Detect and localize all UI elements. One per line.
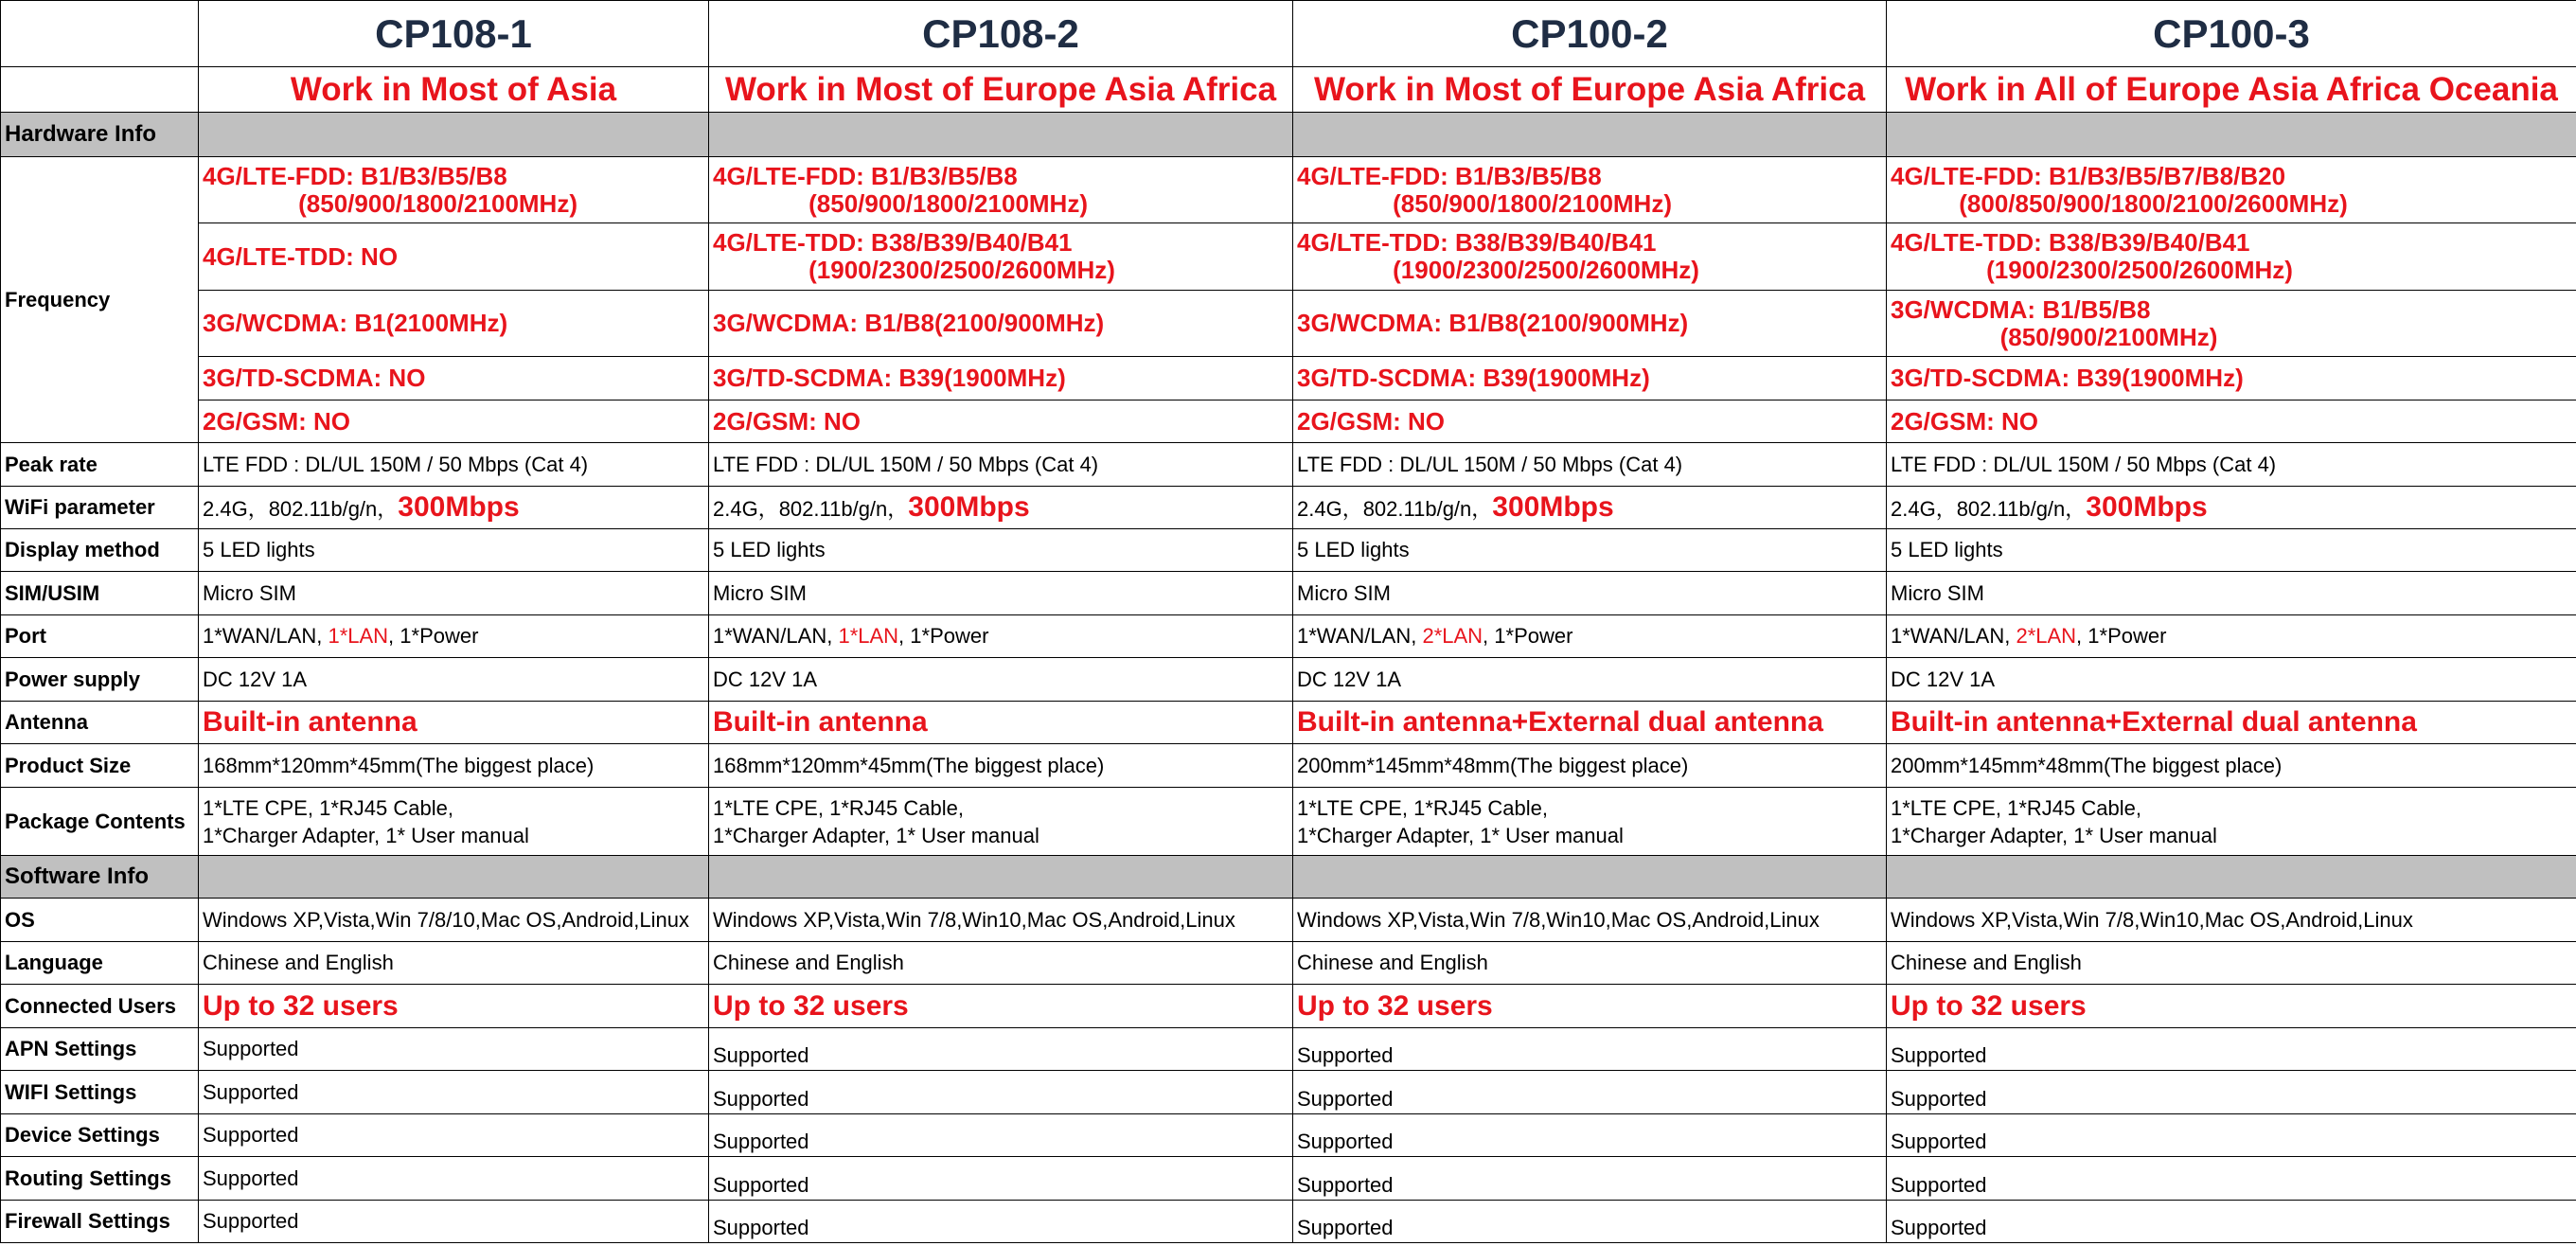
model-name: CP100-2 — [1293, 1, 1887, 67]
power-row — [1, 658, 2576, 702]
corner-cell — [1, 67, 199, 113]
wcdma-value: 3G/WCDMA: B1/B5/B8 (850/900/2100MHz) — [1887, 291, 2576, 357]
model-row — [1, 1, 2576, 67]
display-value: 5 LED lights — [1293, 529, 1887, 572]
users-value: Up to 32 users — [1887, 985, 2576, 1028]
port-lan: 2*LAN — [1422, 624, 1483, 648]
power-value: DC 12V 1A — [199, 658, 709, 702]
sim-value: Micro SIM — [199, 572, 709, 615]
tdd-value: 4G/LTE-TDD: B38/B39/B40/B41 (1900/2300/2500/2600MHz) — [1293, 223, 1887, 291]
tdscdma-row — [1, 357, 2576, 400]
wifi-settings-value: Supported — [199, 1071, 709, 1114]
wcdma-row — [1, 291, 2576, 357]
routing-settings-value: Supported — [1887, 1157, 2576, 1201]
apn-value: Supported — [199, 1028, 709, 1071]
model-name: CP108-2 — [709, 1, 1293, 67]
section-header-software: Software Info — [1, 856, 199, 899]
display-row — [1, 529, 2576, 572]
row-label-os: OS — [1, 899, 199, 942]
firewall-settings-value: Supported — [199, 1201, 709, 1243]
row-label-size: Product Size — [1, 744, 199, 788]
port-value — [199, 615, 709, 658]
display-value: 5 LED lights — [709, 529, 1293, 572]
size-value: 168mm*120mm*45mm(The biggest place) — [709, 744, 1293, 788]
section-row — [1, 856, 2576, 899]
size-value: 200mm*145mm*48mm(The biggest place) — [1293, 744, 1887, 788]
wifi-speed: 300Mbps — [908, 491, 1030, 523]
wifi-value — [1293, 487, 1887, 529]
region-text: Work in Most of Europe Asia Africa — [1293, 67, 1887, 113]
display-value: 5 LED lights — [1887, 529, 2576, 572]
row-label-sim: SIM/USIM — [1, 572, 199, 615]
wifi-spec: 2.4G，802.11b/g/n， — [203, 497, 399, 521]
fdd-value: 4G/LTE-FDD: B1/B3/B5/B8 (850/900/1800/2100MHz) — [709, 157, 1293, 223]
port-wan: 1*WAN/LAN, — [713, 624, 839, 648]
wifi-spec: 2.4G，802.11b/g/n， — [1297, 497, 1493, 521]
device-settings-value: Supported — [199, 1114, 709, 1157]
row-label-language: Language — [1, 942, 199, 985]
peak-rate-value: LTE FDD : DL/UL 150M / 50 Mbps (Cat 4) — [709, 443, 1293, 487]
routing-settings-row — [1, 1157, 2576, 1201]
port-row — [1, 615, 2576, 658]
wifi-spec: 2.4G，802.11b/g/n， — [1891, 497, 2087, 521]
gsm-value: 2G/GSM: NO — [709, 400, 1293, 443]
wifi-value — [199, 487, 709, 529]
routing-settings-value: Supported — [199, 1157, 709, 1201]
size-value: 168mm*120mm*45mm(The biggest place) — [199, 744, 709, 788]
apn-value: Supported — [709, 1028, 1293, 1071]
firewall-settings-value: Supported — [709, 1201, 1293, 1243]
port-lan: 1*LAN — [838, 624, 899, 648]
device-settings-value: Supported — [1293, 1114, 1887, 1157]
row-label-users: Connected Users — [1, 985, 199, 1028]
peak-rate-value: LTE FDD : DL/UL 150M / 50 Mbps (Cat 4) — [1293, 443, 1887, 487]
users-value: Up to 32 users — [1293, 985, 1887, 1028]
fdd-value: 4G/LTE-FDD: B1/B3/B5/B8 (850/900/1800/2100MHz) — [1293, 157, 1887, 223]
gsm-value: 2G/GSM: NO — [1293, 400, 1887, 443]
device-settings-value: Supported — [1887, 1114, 2576, 1157]
section-header-hardware: Hardware Info — [1, 113, 199, 157]
apn-row — [1, 1028, 2576, 1071]
peak-rate-value: LTE FDD : DL/UL 150M / 50 Mbps (Cat 4) — [1887, 443, 2576, 487]
wifi-speed: 300Mbps — [398, 491, 520, 523]
apn-value: Supported — [1293, 1028, 1887, 1071]
device-settings-value: Supported — [709, 1114, 1293, 1157]
port-value — [1887, 615, 2576, 658]
os-value: Windows XP,Vista,Win 7/8,Win10,Mac OS,Android,Linux — [709, 899, 1293, 942]
firewall-settings-value: Supported — [1887, 1201, 2576, 1243]
wifi-settings-value: Supported — [1293, 1071, 1887, 1114]
row-label-package: Package Contents — [1, 788, 199, 856]
sim-value: Micro SIM — [1887, 572, 2576, 615]
row-label-wifi: WiFi parameter — [1, 487, 199, 529]
model-name: CP108-1 — [199, 1, 709, 67]
firewall-settings-value: Supported — [1293, 1201, 1887, 1243]
tdd-value: 4G/LTE-TDD: NO — [199, 223, 709, 291]
port-wan: 1*WAN/LAN, — [203, 624, 329, 648]
language-value: Chinese and English — [1887, 942, 2576, 985]
antenna-row — [1, 702, 2576, 744]
wcdma-value: 3G/WCDMA: B1/B8(2100/900MHz) — [1293, 291, 1887, 357]
wifi-row — [1, 487, 2576, 529]
port-wan: 1*WAN/LAN, — [1297, 624, 1423, 648]
display-value: 5 LED lights — [199, 529, 709, 572]
row-label-routing-settings: Routing Settings — [1, 1157, 199, 1201]
power-value: DC 12V 1A — [709, 658, 1293, 702]
fdd-value: 4G/LTE-FDD: B1/B3/B5/B7/B8/B20 (800/850/900/1800/2100/2600MHz) — [1887, 157, 2576, 223]
antenna-value: Built-in antenna+External dual antenna — [1293, 702, 1887, 744]
port-wan: 1*WAN/LAN, — [1891, 624, 2016, 648]
row-label-peak-rate: Peak rate — [1, 443, 199, 487]
language-row — [1, 942, 2576, 985]
port-power: , 1*Power — [1483, 624, 1573, 648]
wifi-settings-row — [1, 1071, 2576, 1114]
port-power: , 1*Power — [898, 624, 989, 648]
users-value: Up to 32 users — [709, 985, 1293, 1028]
size-row — [1, 744, 2576, 788]
corner-cell — [1, 1, 199, 67]
section-row — [1, 113, 2576, 157]
wifi-value — [1887, 487, 2576, 529]
region-text: Work in Most of Asia — [199, 67, 709, 113]
wifi-speed: 300Mbps — [2086, 491, 2208, 523]
gsm-value: 2G/GSM: NO — [1887, 400, 2576, 443]
antenna-value: Built-in antenna — [709, 702, 1293, 744]
wifi-spec: 2.4G，802.11b/g/n， — [713, 497, 909, 521]
row-label-wifi-settings: WIFI Settings — [1, 1071, 199, 1114]
users-value: Up to 32 users — [199, 985, 709, 1028]
peak-rate-row — [1, 443, 2576, 487]
tdd-value: 4G/LTE-TDD: B38/B39/B40/B41 (1900/2300/2500/2600MHz) — [709, 223, 1293, 291]
os-value: Windows XP,Vista,Win 7/8,Win10,Mac OS,Android,Linux — [1293, 899, 1887, 942]
package-value: 1*LTE CPE, 1*RJ45 Cable, 1*Charger Adapter, 1* User manual — [709, 788, 1293, 856]
row-label-apn: APN Settings — [1, 1028, 199, 1071]
size-value: 200mm*145mm*48mm(The biggest place) — [1887, 744, 2576, 788]
wifi-speed: 300Mbps — [1492, 491, 1614, 523]
port-value — [709, 615, 1293, 658]
row-label-port: Port — [1, 615, 199, 658]
tdscdma-value: 3G/TD-SCDMA: B39(1900MHz) — [1887, 357, 2576, 400]
package-value: 1*LTE CPE, 1*RJ45 Cable, 1*Charger Adapter, 1* User manual — [1293, 788, 1887, 856]
tdd-value: 4G/LTE-TDD: B38/B39/B40/B41 (1900/2300/2500/2600MHz) — [1887, 223, 2576, 291]
gsm-row — [1, 400, 2576, 443]
port-lan: 1*LAN — [328, 624, 389, 648]
package-value: 1*LTE CPE, 1*RJ45 Cable, 1*Charger Adapter, 1* User manual — [1887, 788, 2576, 856]
sim-row — [1, 572, 2576, 615]
wcdma-value: 3G/WCDMA: B1(2100MHz) — [199, 291, 709, 357]
language-value: Chinese and English — [199, 942, 709, 985]
antenna-value: Built-in antenna — [199, 702, 709, 744]
row-label-frequency: Frequency — [1, 157, 199, 443]
row-label-antenna: Antenna — [1, 702, 199, 744]
region-row — [1, 67, 2576, 113]
wifi-settings-value: Supported — [709, 1071, 1293, 1114]
port-lan: 2*LAN — [2016, 624, 2077, 648]
users-row — [1, 985, 2576, 1028]
fdd-value: 4G/LTE-FDD: B1/B3/B5/B8 (850/900/1800/2100MHz) — [199, 157, 709, 223]
language-value: Chinese and English — [1293, 942, 1887, 985]
region-text: Work in All of Europe Asia Africa Oceania — [1887, 67, 2576, 113]
row-label-firewall-settings: Firewall Settings — [1, 1201, 199, 1243]
tdscdma-value: 3G/TD-SCDMA: B39(1900MHz) — [1293, 357, 1887, 400]
sim-value: Micro SIM — [1293, 572, 1887, 615]
device-settings-row — [1, 1114, 2576, 1157]
row-label-display: Display method — [1, 529, 199, 572]
routing-settings-value: Supported — [1293, 1157, 1887, 1201]
language-value: Chinese and English — [709, 942, 1293, 985]
port-value — [1293, 615, 1887, 658]
routing-settings-value: Supported — [709, 1157, 1293, 1201]
apn-value: Supported — [1887, 1028, 2576, 1071]
wcdma-value: 3G/WCDMA: B1/B8(2100/900MHz) — [709, 291, 1293, 357]
os-value: Windows XP,Vista,Win 7/8/10,Mac OS,Android,Linux — [199, 899, 709, 942]
firewall-settings-row — [1, 1201, 2576, 1243]
row-label-power: Power supply — [1, 658, 199, 702]
fdd-row — [1, 157, 2576, 223]
package-row — [1, 788, 2576, 856]
wifi-value — [709, 487, 1293, 529]
package-value: 1*LTE CPE, 1*RJ45 Cable, 1*Charger Adapter, 1* User manual — [199, 788, 709, 856]
region-text: Work in Most of Europe Asia Africa — [709, 67, 1293, 113]
tdscdma-value: 3G/TD-SCDMA: NO — [199, 357, 709, 400]
tdscdma-value: 3G/TD-SCDMA: B39(1900MHz) — [709, 357, 1293, 400]
os-value: Windows XP,Vista,Win 7/8,Win10,Mac OS,Android,Linux — [1887, 899, 2576, 942]
power-value: DC 12V 1A — [1887, 658, 2576, 702]
wifi-settings-value: Supported — [1887, 1071, 2576, 1114]
row-label-device-settings: Device Settings — [1, 1114, 199, 1157]
port-power: , 1*Power — [2076, 624, 2167, 648]
os-row — [1, 899, 2576, 942]
gsm-value: 2G/GSM: NO — [199, 400, 709, 443]
peak-rate-value: LTE FDD : DL/UL 150M / 50 Mbps (Cat 4) — [199, 443, 709, 487]
model-name: CP100-3 — [1887, 1, 2576, 67]
antenna-value: Built-in antenna+External dual antenna — [1887, 702, 2576, 744]
power-value: DC 12V 1A — [1293, 658, 1887, 702]
sim-value: Micro SIM — [709, 572, 1293, 615]
port-power: , 1*Power — [388, 624, 479, 648]
tdd-row — [1, 223, 2576, 291]
